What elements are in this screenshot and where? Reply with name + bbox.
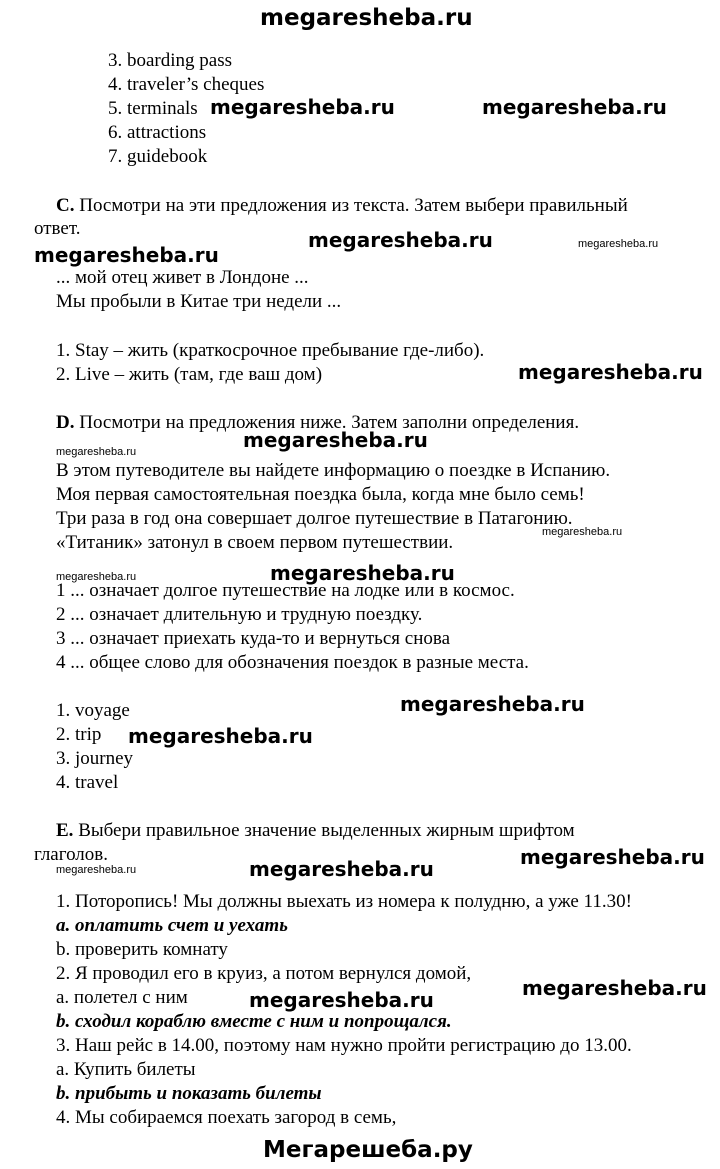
list-item: 4. traveler’s cheques [108,74,265,95]
answer-line: 1. Stay – жить (краткосрочное пребывание где-либо). [56,340,485,361]
example-sentence: Моя первая самостоятельная поездка была, когда мне было семь! [56,484,585,505]
section-e-instruction-cont: глаголов. [34,844,109,865]
watermark: megaresheba.ru [210,95,395,119]
section-c-instruction-cont: ответ. [34,218,81,239]
definition-line: 4 ... общее слово для обозначения поездок в разные места. [56,652,529,673]
answer-line: 2. trip [56,724,102,745]
example-sentence: «Титаник» затонул в своем первом путешествии. [56,532,454,553]
watermark-small: megaresheba.ru [56,864,137,876]
example-sentence: В этом путеводителе вы найдете информацию о поездке в Испанию. [56,460,611,481]
answer-line: 4. travel [56,772,119,793]
answer-correct: a. оплатить счет и уехать [56,915,288,936]
answer-line: 3. journey [56,748,134,769]
definition-line: 1 ... означает долгое путешествие на лодке или в космос. [56,580,515,601]
answer-correct: b. прибыть и показать билеты [56,1083,322,1104]
watermark: megaresheba.ru [518,360,703,384]
question-line: 1. Поторопись! Мы должны выехать из номера к полудню, а уже 11.30! [56,891,632,912]
watermark: megaresheba.ru [308,228,493,252]
watermark: megaresheba.ru [128,724,313,748]
watermark: megaresheba.ru [34,243,219,267]
section-letter: D. [56,412,75,433]
section-c-instruction [56,194,628,218]
answer-option: a. Купить билеты [56,1059,196,1080]
answer-option: a. полетел с ним [56,987,188,1008]
watermark: megaresheba.ru [270,561,455,585]
watermark-small: megaresheba.ru [542,526,623,538]
watermark: megaresheba.ru [243,428,428,452]
answer-line: 1. voyage [56,700,130,721]
question-line: 2. Я проводил его в круиз, а потом вернулся домой, [56,963,472,984]
site-footer: Мегарешеба.ру [263,1137,473,1163]
watermark: megaresheba.ru [482,95,667,119]
list-item: 5. terminals [108,98,198,119]
example-sentence: Три раза в год она совершает долгое путешествие в Патагонию. [56,508,573,529]
watermark: megaresheba.ru [522,976,707,1000]
watermark: megaresheba.ru [249,857,434,881]
list-item: 6. attractions [108,122,207,143]
watermark: megaresheba.ru [249,988,434,1012]
watermark: megaresheba.ru [520,845,705,869]
watermark: megaresheba.ru [400,692,585,716]
answer-option: b. проверить комнату [56,939,228,960]
question-line: 3. Наш рейс в 14.00, поэтому нам нужно пройти регистрацию до 13.00. [56,1035,632,1056]
section-e-instruction [56,819,575,843]
answer-correct: b. сходил кораблю вместе с ним и попрощался. [56,1011,452,1032]
watermark-small: megaresheba.ru [56,446,137,458]
example-sentence: ... мой отец живет в Лондоне ... [56,267,309,288]
watermark-small: megaresheba.ru [56,571,137,583]
instruction-text: Посмотри на предложения ниже. Затем заполни определения. [79,412,580,433]
instruction-text: Посмотри на эти предложения из текста. Затем выбери правильный [79,195,628,216]
question-line: 4. Мы собираемся поехать загород в семь, [56,1107,397,1128]
section-letter: C. [56,195,75,216]
definition-line: 2 ... означает длительную и трудную поездку. [56,604,423,625]
instruction-text: Выбери правильное значение выделенных жирным шрифтом [78,820,575,841]
site-header: megaresheba.ru [260,5,473,31]
definition-line: 3 ... означает приехать куда-то и вернуться снова [56,628,451,649]
list-item: 3. boarding pass [108,50,233,71]
section-letter: E. [56,820,74,841]
answer-line: 2. Live – жить (там, где ваш дом) [56,364,323,385]
watermark-small: megaresheba.ru [578,238,659,250]
list-item: 7. guidebook [108,146,208,167]
example-sentence: Мы пробыли в Китае три недели ... [56,291,342,312]
